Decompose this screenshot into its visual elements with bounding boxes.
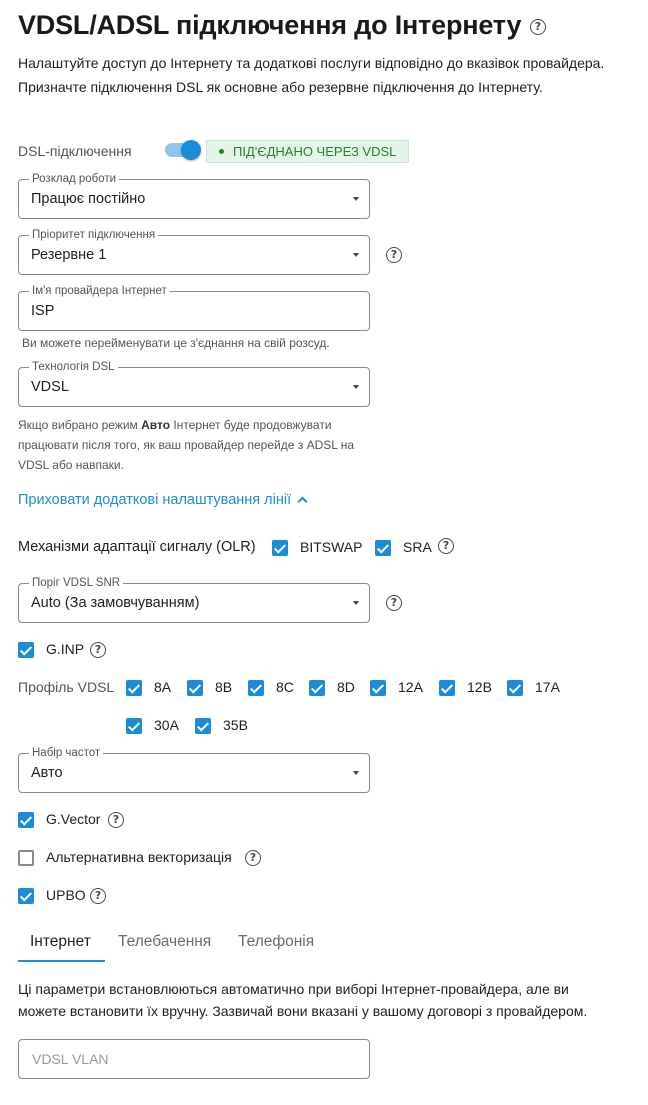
- alt-vectoring-checkbox[interactable]: [18, 850, 34, 866]
- dsl-connection-toggle[interactable]: [165, 141, 201, 159]
- profile-8a-label: 8A: [154, 679, 172, 695]
- alt-vectoring-help-icon[interactable]: ?: [245, 850, 261, 866]
- upbo-checkbox[interactable]: [18, 888, 34, 904]
- dsl-technology-value: VDSL: [31, 379, 69, 395]
- sra-label: SRA: [403, 539, 432, 555]
- band-plan-select[interactable]: [18, 747, 370, 793]
- profile-30a-label: 30A: [154, 717, 179, 733]
- profile-8d-checkbox[interactable]: [309, 680, 325, 696]
- priority-select[interactable]: [18, 229, 370, 275]
- profile-35b-label: 35B: [223, 717, 248, 733]
- profile-12a-label: 12A: [398, 679, 423, 695]
- olr-help-icon[interactable]: ?: [438, 538, 454, 554]
- page-title: VDSL/ADSL підключення до Інтернету: [18, 10, 522, 40]
- bitswap-label: BITSWAP: [300, 539, 363, 555]
- ginp-help-icon[interactable]: ?: [90, 642, 106, 658]
- profile-17a-checkbox[interactable]: [507, 680, 523, 696]
- snr-help-icon[interactable]: ?: [386, 595, 402, 611]
- page-description-line-1: Налаштуйте доступ до Інтернету та додаткові послуги відповідно до вказівок провайдера.: [18, 55, 605, 71]
- gvector-checkbox[interactable]: [18, 812, 34, 828]
- status-text: ПІД'ЄДНАНО ЧЕРЕЗ VDSL: [233, 144, 397, 159]
- schedule-select[interactable]: [18, 173, 370, 219]
- caret-down-icon: [353, 197, 359, 201]
- gvector-help-icon[interactable]: ?: [108, 812, 124, 828]
- caret-down-icon: [353, 385, 359, 389]
- vdsl-vlan-input[interactable]: [19, 1040, 369, 1078]
- snr-threshold-value: Auto (За замовчуванням): [31, 595, 200, 611]
- isp-name-value: ISP: [31, 303, 55, 319]
- dsl-technology-select[interactable]: [18, 361, 370, 407]
- isp-name-field[interactable]: [18, 285, 370, 331]
- dsl-technology-note-line-3: VDSL або навпаки.: [18, 458, 124, 472]
- profile-8b-checkbox[interactable]: [187, 680, 203, 696]
- profile-8d-label: 8D: [337, 679, 355, 695]
- profile-12b-label: 12B: [467, 679, 492, 695]
- ginp-label: G.INP: [46, 641, 85, 657]
- profile-8c-checkbox[interactable]: [248, 680, 264, 696]
- hide-advanced-settings-link[interactable]: Приховати додаткові налаштування лінії: [18, 492, 306, 508]
- band-plan-legend: Набір частот: [29, 746, 103, 760]
- schedule-legend: Розклад роботи: [29, 172, 119, 186]
- olr-label: Механізми адаптації сигналу (OLR): [18, 539, 256, 555]
- gvector-label: G.Vector: [46, 811, 101, 827]
- vdsl-profile-label: Профіль VDSL: [18, 679, 115, 695]
- upbo-help-icon[interactable]: ?: [90, 888, 106, 904]
- profile-17a-label: 17A: [535, 679, 560, 695]
- band-plan-value: Авто: [31, 765, 63, 781]
- snr-threshold-select[interactable]: [18, 577, 370, 623]
- caret-down-icon: [353, 771, 359, 775]
- profile-12b-checkbox[interactable]: [439, 680, 455, 696]
- schedule-value: Працює постійно: [31, 191, 146, 207]
- snr-threshold-legend: Поріг VDSL SNR: [29, 576, 123, 590]
- bitswap-checkbox[interactable]: [272, 540, 288, 556]
- profile-8c-label: 8C: [276, 679, 294, 695]
- isp-name-hint: Ви можете перейменувати це з'єднання на свій розсуд.: [22, 336, 330, 350]
- profile-8a-checkbox[interactable]: [126, 680, 142, 696]
- priority-help-icon[interactable]: ?: [386, 247, 402, 263]
- upbo-label: UPBO: [46, 887, 86, 903]
- dsl-technology-note-line-1: Якщо вибрано режим Авто Інтернет буде продовжувати: [18, 418, 332, 432]
- chevron-up-icon: [298, 497, 308, 507]
- active-tab-indicator: [18, 960, 105, 962]
- isp-name-legend: Ім'я провайдера Інтернет: [29, 284, 170, 298]
- vdsl-vlan-field[interactable]: [18, 1039, 370, 1079]
- ginp-checkbox[interactable]: [18, 642, 34, 658]
- caret-down-icon: [353, 601, 359, 605]
- tab-television[interactable]: Телебачення: [118, 933, 212, 950]
- dsl-technology-legend: Технологія DSL: [29, 360, 118, 374]
- tab-content-text-line-1: Ці параметри встановлюються автоматично при виборі Інтернет-провайдера, але ви: [18, 981, 569, 997]
- help-icon[interactable]: ?: [530, 19, 546, 35]
- tab-content-text-line-2: можете встановити їх вручну. Зазвичай вони вказані у вашому договорі з провайдером.: [18, 1003, 588, 1019]
- tab-internet[interactable]: Інтернет: [30, 933, 91, 950]
- caret-down-icon: [353, 253, 359, 257]
- toggle-knob: [181, 140, 201, 160]
- status-dot-icon: [219, 149, 224, 154]
- tab-telephony[interactable]: Телефонія: [238, 933, 315, 950]
- profile-8b-label: 8B: [215, 679, 233, 695]
- priority-legend: Пріоритет підключення: [29, 228, 158, 242]
- profile-12a-checkbox[interactable]: [370, 680, 386, 696]
- dsl-connection-label: DSL-підключення: [18, 143, 132, 159]
- dsl-technology-note-line-2: працювати після того, як ваш провайдер перейде з ADSL на: [18, 438, 355, 452]
- connection-status-badge: [206, 140, 409, 163]
- profile-35b-checkbox[interactable]: [195, 718, 211, 734]
- page-description-line-2: Призначте підключення DSL як основне або резервне підключення до Інтернету.: [18, 79, 543, 95]
- priority-value: Резервне 1: [31, 247, 107, 263]
- alt-vectoring-label: Альтернативна векторизація: [46, 849, 232, 865]
- profile-30a-checkbox[interactable]: [126, 718, 142, 734]
- sra-checkbox[interactable]: [375, 540, 391, 556]
